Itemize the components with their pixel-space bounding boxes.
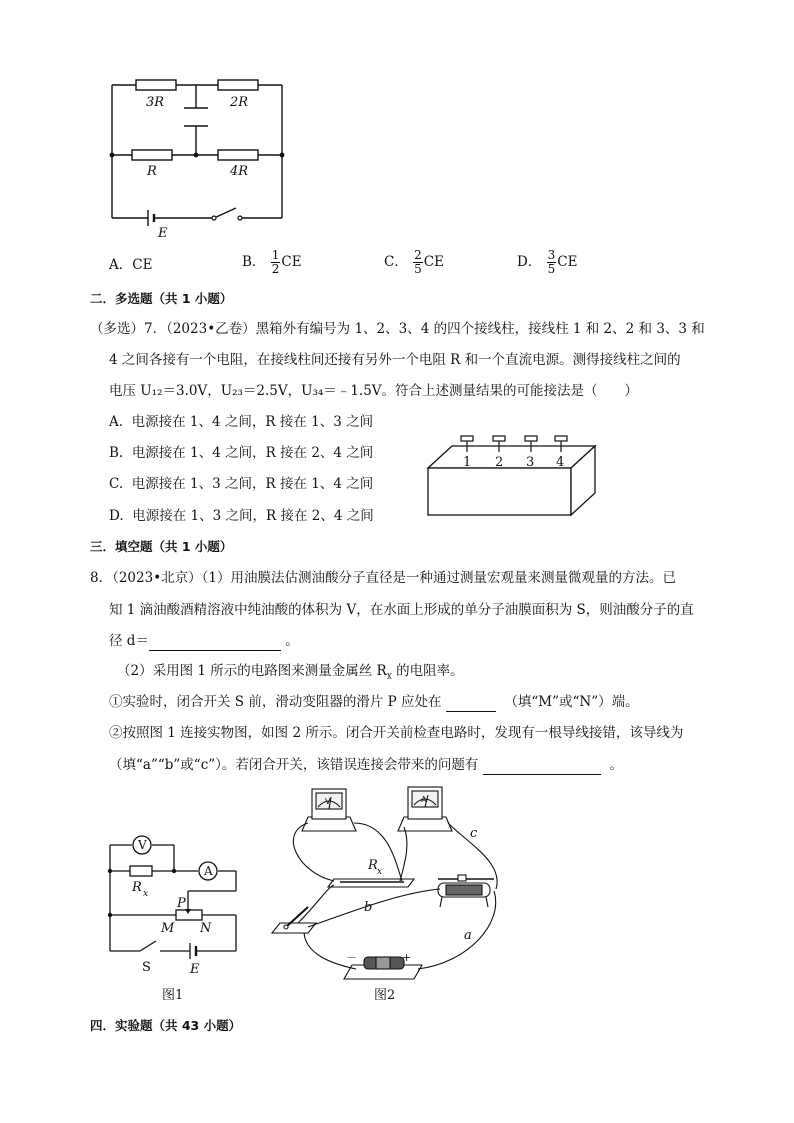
section-title-multiple-choice: 二．多选题（共 1 小题） bbox=[90, 291, 233, 306]
fig2-rx-subscript: x bbox=[377, 867, 383, 877]
fig2-voltmeter-v-icon: V bbox=[325, 797, 331, 806]
q8-figure2-apparatus bbox=[268, 783, 508, 1005]
rx-label: R bbox=[132, 880, 142, 895]
section-title-experiment: 四．实验题（共 43 小题） bbox=[90, 1018, 242, 1033]
answer-blank-diameter[interactable] bbox=[149, 635, 281, 651]
q8-stem-line1: 8．（2023•北京）（1）用油膜法估测油酸分子直径是一种通过测量宏观量来测量微观量的方法。已 bbox=[90, 570, 676, 586]
q7-option-c: C. 电源接在 1、3 之间，R 接在 1、4 之间 bbox=[109, 476, 374, 492]
fraction: $\frac{3}{5}$ bbox=[547, 248, 556, 276]
q7-option-a: A. 电源接在 1、4 之间，R 接在 1、3 之间 bbox=[109, 414, 374, 430]
switch-s-label: S bbox=[142, 960, 151, 975]
q7-option-d: D. 电源接在 1、3 之间，R 接在 2、4 之间 bbox=[109, 508, 374, 524]
answer-blank-slider-position[interactable] bbox=[446, 696, 496, 712]
slider-p-label: P bbox=[177, 896, 186, 911]
q6-label-e: E bbox=[158, 226, 168, 240]
q7-stem-line2: 4 之间各接有一个电阻，在接线柱间还接有另外一个电阻 R 和一个直流电源。测得接线柱之间的 bbox=[109, 352, 681, 368]
terminal-2: 2 bbox=[495, 455, 504, 470]
q7-option-b: B. 电源接在 1、4 之间，R 接在 2、4 之间 bbox=[109, 445, 374, 461]
ammeter-label: A bbox=[204, 864, 213, 878]
section-title-fill-in: 三．填空题（共 1 小题） bbox=[90, 539, 233, 554]
q8-part2-q2-line2: （填“a”“b”或“c”）。若闭合开关，该错误连接会带来的问题有 。 bbox=[109, 757, 623, 773]
end-n-label: N bbox=[200, 921, 212, 936]
fraction: $\frac{1}{2}$ bbox=[271, 248, 280, 276]
q6-option-b: B． $\frac{1}{2}$ CE bbox=[242, 248, 302, 276]
end-m-label: M bbox=[161, 921, 175, 936]
q7-stem-line3: 电压 U₁₂＝3.0V，U₂₃＝2.5V，U₃₄＝﹣1.5V。符合上述测量结果的可能接法是（ ） bbox=[109, 383, 639, 399]
terminal-1: 1 bbox=[463, 455, 472, 470]
source-e-label: E bbox=[190, 962, 200, 977]
q6-label-r: R bbox=[147, 164, 157, 179]
q6-option-a: A．CE bbox=[109, 257, 153, 273]
voltmeter-label: V bbox=[138, 838, 147, 852]
q8-part2-q1: ①实验时，闭合开关 S 前，滑动变阻器的滑片 P 应处在 （填“M”或“N”）端。 bbox=[109, 694, 639, 710]
q6-circuit-diagram bbox=[100, 70, 300, 240]
q8-part2-line: （2）采用图 1 所示的电路图来测量金属丝 $R_x$ 的电阻率。 bbox=[117, 663, 464, 682]
terminal-4: 4 bbox=[556, 455, 565, 470]
answer-blank-problem[interactable] bbox=[483, 759, 601, 775]
q6-option-d: D． $\frac{3}{5}$ CE bbox=[517, 248, 578, 276]
rx-subscript: x bbox=[143, 889, 149, 899]
q6-label-2r: 2R bbox=[230, 95, 249, 110]
fraction: $\frac{2}{5}$ bbox=[414, 248, 422, 276]
q8-stem-line3: 径 d＝ 。 bbox=[109, 633, 299, 649]
q8-figure1-circuit bbox=[100, 825, 250, 1005]
fig2-ammeter-a-icon: A bbox=[421, 795, 427, 804]
terminal-3: 3 bbox=[526, 455, 535, 470]
q7-black-box-diagram bbox=[425, 428, 600, 520]
wire-a-label: a bbox=[464, 928, 472, 943]
q7-stem-line1: （多选）7．（2023•乙卷）黑箱外有编号为 1、2、3、4 的四个接线柱，接线柱 1 和 2、2 和 3、3 和 bbox=[90, 321, 705, 337]
figure2-caption: 图2 bbox=[374, 988, 396, 1003]
q6-label-4r: 4R bbox=[230, 164, 249, 179]
battery-minus-label: － bbox=[346, 951, 357, 964]
q8-part2-q2-line1: ②按照图 1 连接实物图，如图 2 所示。闭合开关前检查电路时，发现有一根导线接错，该导线为 bbox=[109, 725, 684, 741]
figure1-caption: 图1 bbox=[162, 988, 184, 1003]
q8-stem-line2: 知 1 滴油酸酒精溶液中纯油酸的体积为 V，在水面上形成的单分子油膜面积为 S，则油酸分子的直 bbox=[109, 602, 694, 618]
wire-b-label: b bbox=[364, 900, 373, 915]
fig2-rx-label: R bbox=[368, 858, 378, 873]
q6-option-c: C． $\frac{2}{5}$ CE bbox=[384, 248, 444, 276]
q6-label-3r: 3R bbox=[146, 95, 165, 110]
wire-c-label: c bbox=[470, 826, 478, 841]
battery-plus-label: + bbox=[402, 951, 412, 964]
